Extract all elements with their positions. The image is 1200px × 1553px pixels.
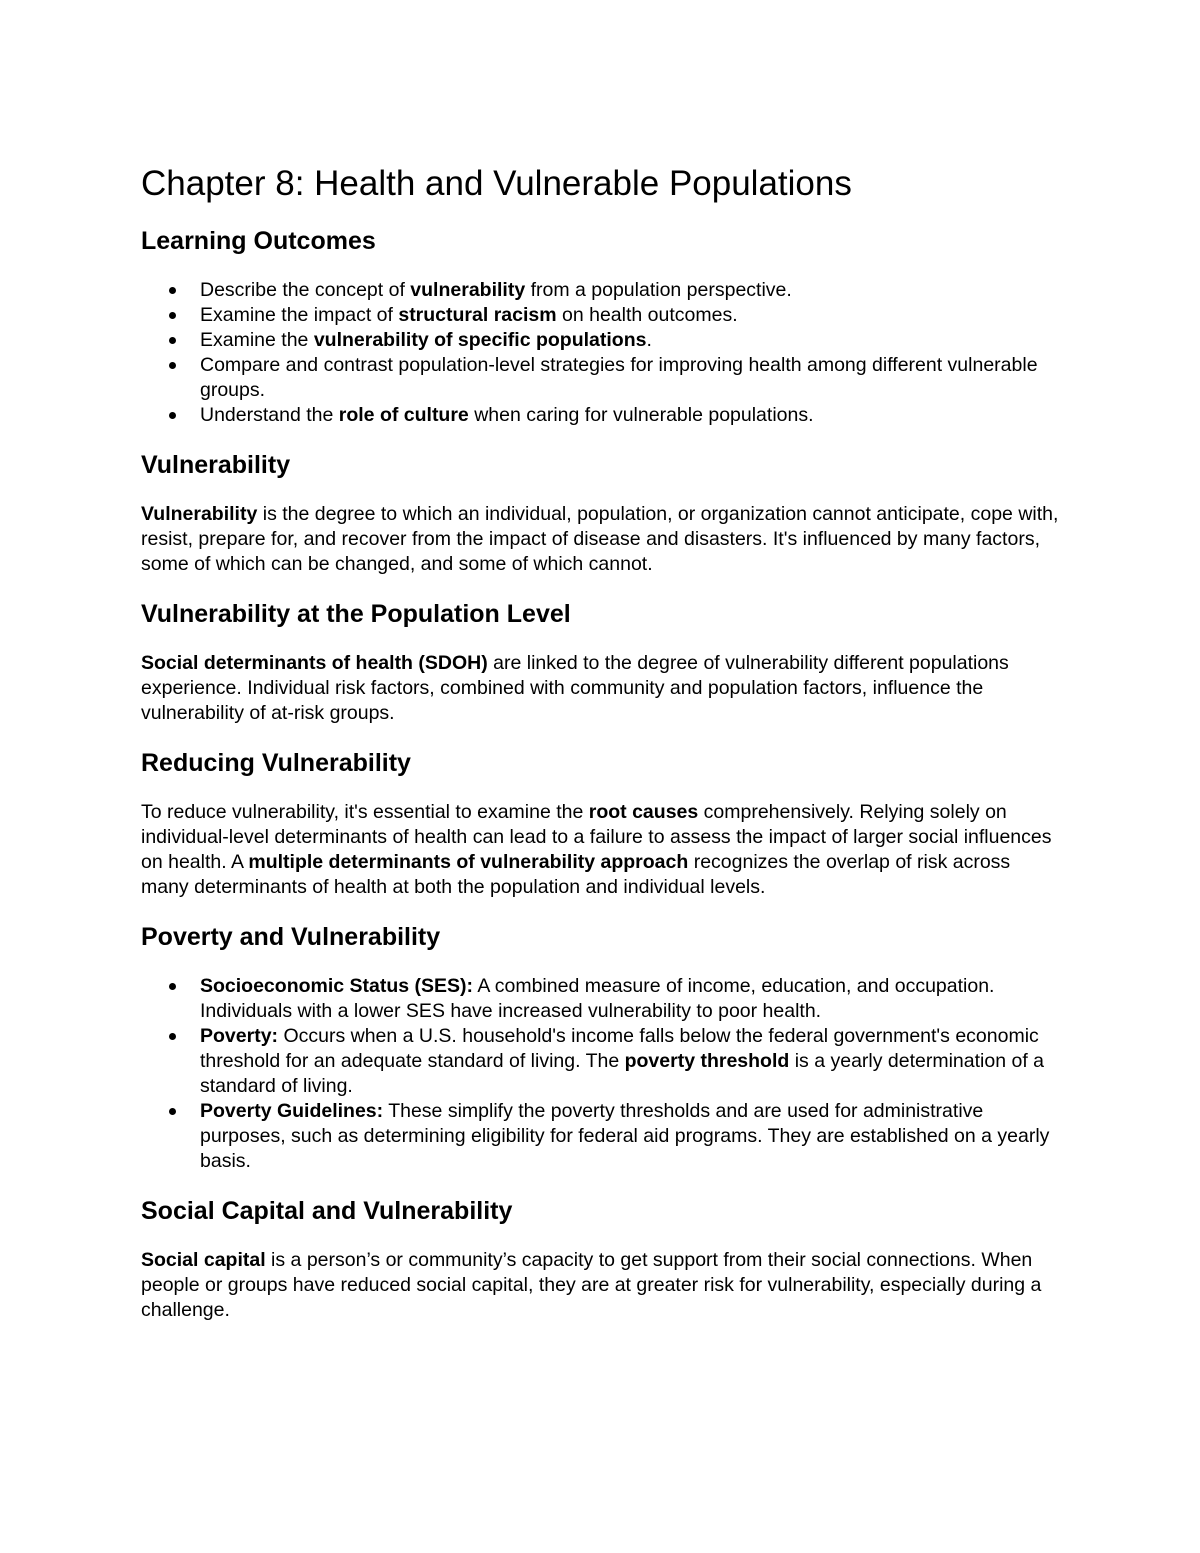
section-heading-population-level: Vulnerability at the Population Level	[141, 600, 571, 628]
list-item: Compare and contrast population-level strategies for improving health among different vulnerable groups.	[141, 353, 1061, 403]
bullet-icon	[169, 312, 176, 319]
list-item: Examine the vulnerability of specific populations.	[141, 328, 1061, 353]
bullet-icon	[169, 412, 176, 419]
poverty-list	[141, 974, 1061, 1174]
population-level-paragraph: Social determinants of health (SDOH) are linked to the degree of vulnerability different populations experience. Individual risk factors, combined with community and population factors, influence the vulnerability of at-risk groups.	[141, 652, 1009, 724]
bullet-icon	[169, 362, 176, 369]
bullet-icon	[169, 1108, 176, 1115]
section-heading-learning-outcomes: Learning Outcomes	[141, 227, 376, 255]
page-title: Chapter 8: Health and Vulnerable Populations	[141, 164, 852, 203]
list-item: Socioeconomic Status (SES): A combined measure of income, education, and occupation. Individuals with a lower SES have increased vulnerability to poor health.	[141, 974, 1061, 1024]
document-page	[141, 160, 1061, 1343]
social-capital-paragraph: Social capital is a person’s or community’s capacity to get support from their social connections. When people or groups have reduced social capital, they are at greater risk for vulnerability, especially during a challenge.	[141, 1249, 1042, 1321]
section-heading-reducing-vulnerability: Reducing Vulnerability	[141, 749, 411, 777]
section-heading-poverty: Poverty and Vulnerability	[141, 923, 441, 951]
bullet-icon	[169, 287, 176, 294]
list-item: Poverty Guidelines: These simplify the poverty thresholds and are used for administrative purposes, such as determining eligibility for federal aid programs. They are established on a yearly basis.	[141, 1099, 1061, 1174]
bullet-icon	[169, 983, 176, 990]
list-item: Examine the impact of structural racism on health outcomes.	[141, 303, 1061, 328]
section-heading-vulnerability: Vulnerability	[141, 451, 291, 479]
vulnerability-paragraph: Vulnerability is the degree to which an individual, population, or organization cannot anticipate, cope with, resist, prepare for, and recover from the impact of disease and disasters. It's influenced by many factors, some of which can be changed, and some of which cannot.	[141, 503, 1059, 575]
list-item: Understand the role of culture when caring for vulnerable populations.	[141, 403, 1061, 428]
list-item: Describe the concept of vulnerability from a population perspective.	[141, 278, 1061, 303]
list-item: Poverty: Occurs when a U.S. household's income falls below the federal government's economic threshold for an adequate standard of living. The poverty threshold is a yearly determination of a standard of living.	[141, 1024, 1061, 1099]
bullet-icon	[169, 337, 176, 344]
bullet-icon	[169, 1033, 176, 1040]
learning-outcomes-list	[141, 278, 1061, 428]
section-heading-social-capital: Social Capital and Vulnerability	[141, 1197, 513, 1225]
reducing-vulnerability-paragraph: To reduce vulnerability, it's essential to examine the root causes comprehensively. Relying solely on individual-level determinants of health can lead to a failure to assess the impact of larger social influences on health. A multiple determinants of vulnerability approach recognizes the overlap of risk across many determinants of health at both the population and individual levels.	[141, 801, 1052, 898]
